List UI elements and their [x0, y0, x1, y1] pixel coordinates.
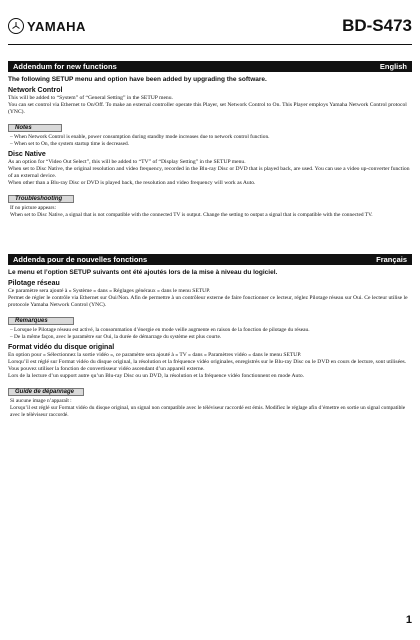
section-title: Addendum for new functions — [13, 62, 117, 71]
paragraph: When other than a Blu-ray Disc or DVD is played back, the resolution and video frequency will work as Auto. — [8, 180, 256, 186]
brand-name: YAMAHA — [27, 18, 86, 34]
french-section — [8, 254, 412, 419]
depannage-label: Guide de dépannage — [8, 388, 84, 396]
trouble-item: Si aucune image n’apparaît : — [10, 398, 72, 404]
section-language: English — [379, 62, 407, 71]
heading-network-control: Network Control — [8, 87, 63, 94]
header-divider — [8, 44, 412, 45]
page-number: 1 — [405, 614, 412, 626]
trouble-item: Lorsqu’il est réglé sur Format vidéo du disque original, un signal non compatible avec le téléviseur raccordé est émis. Modifiez le réglage afin d’émettre en sortie un signal compatible avec le téléviseur raccordé. — [10, 405, 406, 418]
paragraph: You can set control via Ethernet to On/Off. To make an external controller operate this Player, set Network Control to On. This Player employs Yamaha Network Control protocol (YNC). — [8, 102, 407, 115]
page-header — [8, 16, 412, 42]
note-item: – Lorsque le Pilotage réseau est activé, la consommation d’énergie en mode veille augmente en raison de la fonction de pilotage du réseau. — [10, 327, 310, 333]
heading-disc-native: Disc Native — [8, 151, 46, 158]
tuning-fork-icon — [8, 18, 24, 34]
trouble-item: When set to Disc Native, a signal that is not compatible with the connected TV is output. Change the setting to output a signal that is compatible with the connected TV. — [10, 212, 373, 218]
trouble-item: If no picture appears: — [10, 205, 56, 211]
paragraph: Lors de la lecture d’un support autre qu’un Blu-ray Disc ou un DVD, la résolution et la fréquence vidéo fonctionnent en mode Auto. — [8, 373, 305, 379]
heading-pilotage-reseau: Pilotage réseau — [8, 280, 60, 287]
section-title: Addenda pour de nouvelles fonctions — [13, 255, 148, 264]
heading-format-video: Format vidéo du disque original — [8, 344, 115, 351]
section-language: Français — [376, 255, 407, 264]
paragraph: This will be added to “System” of “General Setting” in the SETUP menu. — [8, 95, 173, 101]
yamaha-logo — [8, 18, 86, 34]
section-bar-english — [8, 61, 412, 72]
paragraph: When set to Disc Native, the original resolution and video frequency, recorded in the Blu-ray Disc or DVD that is played back, are used. You can use a video up-converter function of an external device. — [8, 166, 410, 179]
paragraph: As an option for “Video Out Select”, this will be added to “TV” of “Display Setting” in the SETUP menu. — [8, 159, 246, 165]
section-bar-french — [8, 254, 412, 265]
paragraph: Permet de régler le contrôle via Ethernet sur Oui/Non. Afin de permettre à un contrôleur externe de faire fonctionner ce lecteur, réglez Pilotage réseau sur Oui. Ce lecteur utilise le protocole Yamaha Network Control (YNC). — [8, 295, 408, 308]
notes-label: Notes — [8, 124, 62, 132]
troubleshooting-label: Troubleshooting — [8, 195, 74, 203]
paragraph: Lorsqu’il est réglé sur Format vidéo du disque original, la résolution et la fréquence vidéo originales, enregistrés sur le Blu-ray Disc ou le DVD en cours de lecture, sont utilisées. Vous pouvez utiliser la fonction de convertisseur vidéo ascendant d’un appareil externe. — [8, 359, 407, 372]
note-item: – When Network Control is enable, power consumption during standby mode increases due to network control function. — [10, 134, 270, 140]
section-intro: Le menu et l’option SETUP suivants ont été ajoutés lors de la mise à niveau du logiciel. — [8, 269, 278, 276]
model-number: BD-S473 — [342, 16, 412, 35]
note-item: – When set to On, the system startup time is decreased. — [10, 141, 130, 147]
section-intro: The following SETUP menu and option have been added by upgrading the software. — [8, 76, 267, 83]
remarques-label: Remarques — [8, 317, 74, 325]
paragraph: Ce paramètre sera ajouté à « Système » dans « Réglages généraux » dans le menu SETUP. — [8, 288, 211, 294]
note-item: – De la même façon, avec le paramètre sur Oui, la durée de démarrage du système est plus courte. — [10, 334, 222, 340]
paragraph: En option pour « Sélectionnez la sortie vidéo », ce paramètre sera ajouté à « TV » dans « Paramètres vidéo » dans le menu SETUP. — [8, 352, 302, 358]
english-section — [8, 61, 412, 219]
